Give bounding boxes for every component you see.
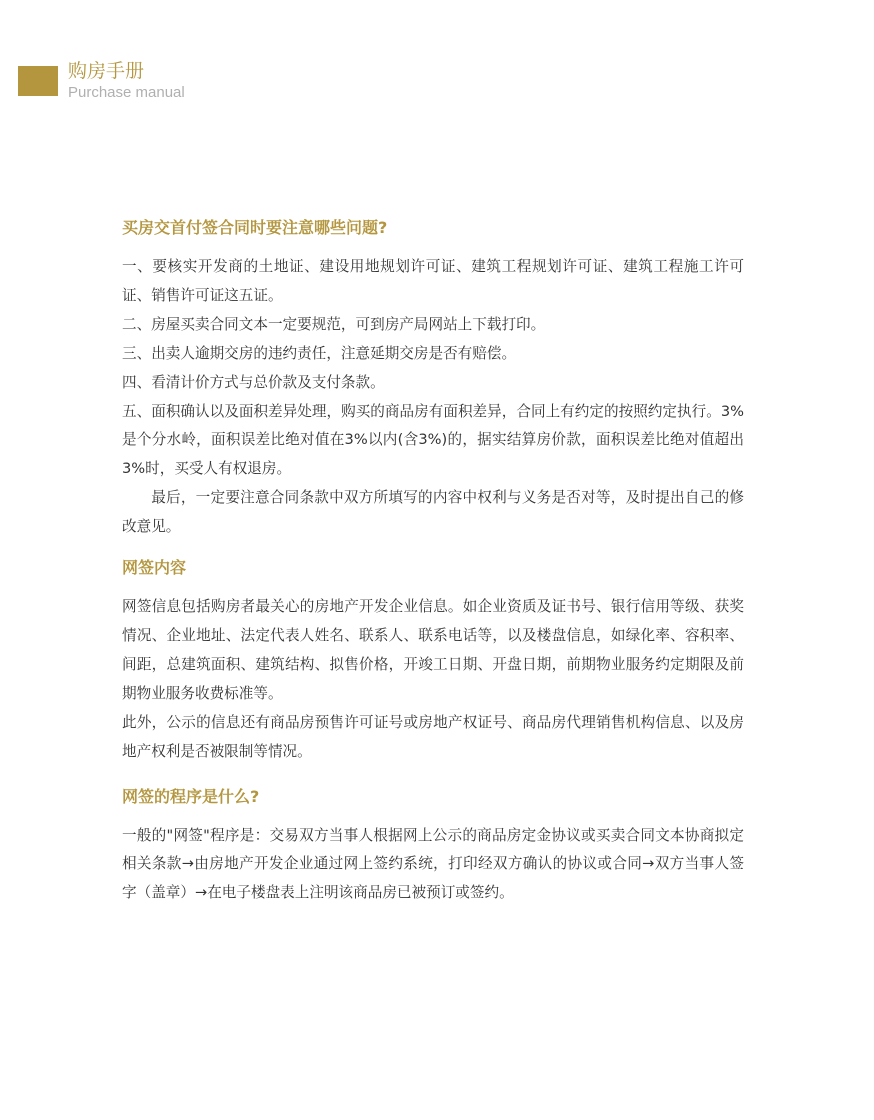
section-body — [122, 253, 744, 542]
paragraph: 最后，一定要注意合同条款中双方所填写的内容中权利与义务是否对等，及时提出自己的修改意见。 — [122, 489, 744, 536]
section-online-signing-content — [122, 554, 744, 766]
article-content — [122, 214, 744, 908]
brand-title: 购房手册 — [68, 60, 145, 82]
section-contract-notes — [122, 214, 744, 542]
brand-subtitle: Purchase manual — [68, 84, 185, 101]
paragraph: 网签信息包括购房者最关心的房地产开发企业信息。如企业资质及证书号、银行信用等级、获奖情况、企业地址、法定代表人姓名、联系人、联系电话等，以及楼盘信息，如绿化率、容积率、间距，总建筑面积、建筑结构、拟售价格，开竣工日期、开盘日期，前期物业服务约定期限及前期物业服务收费标准等。 — [122, 598, 744, 702]
brand-header — [18, 58, 185, 102]
paragraph: 此外，公示的信息还有商品房预售许可证号或房地产权证号、商品房代理销售机构信息、以及房地产权利是否被限制等情况。 — [122, 713, 744, 760]
brand-text — [68, 58, 185, 102]
paragraph: 三、出卖人逾期交房的违约责任，注意延期交房是否有赔偿。 — [122, 344, 517, 362]
section-body — [122, 593, 744, 766]
brand-color-block — [18, 66, 58, 96]
section-title: 网签内容 — [122, 558, 187, 578]
paragraph: 五、面积确认以及面积差异处理，购买的商品房有面积差异，合同上有约定的按照约定执行。3%是个分水岭，面积误差比绝对值在3%以内(含3%)的，据实结算房价款，面积误差比绝对值超出3%时，买受人有权退房。 — [122, 402, 744, 478]
paragraph: 二、房屋买卖合同文本一定要规范，可到房产局网站上下载打印。 — [122, 315, 546, 333]
section-title: 网签的程序是什么? — [122, 786, 260, 806]
paragraph: 四、看清计价方式与总价款及支付条款。 — [122, 373, 385, 391]
section-body — [122, 822, 744, 909]
section-online-signing-procedure — [122, 783, 744, 909]
paragraph: 一、要核实开发商的土地证、建设用地规划许可证、建筑工程规划许可证、建筑工程施工许可证、销售许可证这五证。 — [122, 258, 744, 304]
section-title: 买房交首付签合同时要注意哪些问题? — [122, 218, 388, 237]
paragraph: 一般的"网签"程序是：交易双方当事人根据网上公示的商品房定金协议或买卖合同文本协商拟定相关条款→由房地产开发企业通过网上签约系统，打印经双方确认的协议或合同→双方当事人签字（盖章）→在电子楼盘表上注明该商品房已被预订或签约。 — [122, 826, 744, 902]
